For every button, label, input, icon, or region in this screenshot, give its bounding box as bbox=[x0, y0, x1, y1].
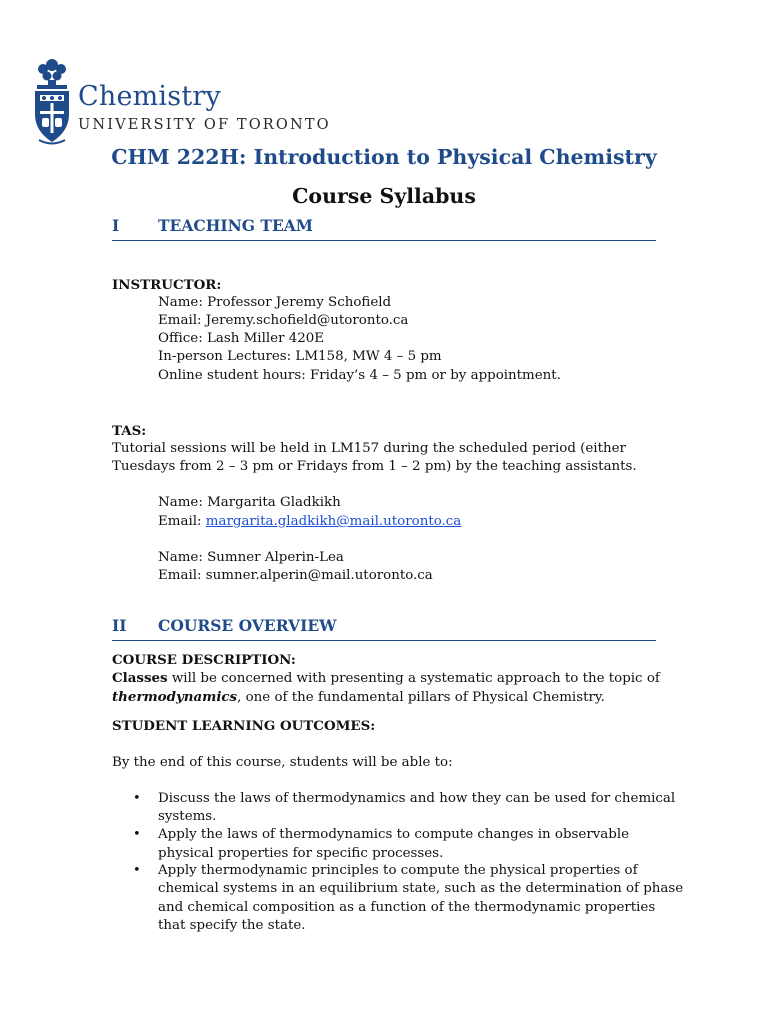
ta-email-prefix: Email: bbox=[158, 514, 206, 529]
section-title: TEACHING TEAM bbox=[158, 216, 313, 235]
tas-heading: TAS: bbox=[112, 423, 147, 439]
section-heading-teaching-team bbox=[112, 216, 656, 241]
instructor-name: Name: Professor Jeremy Schofield bbox=[158, 295, 392, 310]
tas-intro-line: Tuesdays from 2 – 3 pm or Fridays from 1 – 2 pm) by the teaching assistants. bbox=[112, 459, 637, 474]
outcome-line: Apply thermodynamic principles to compute the physical properties of bbox=[158, 863, 638, 878]
instructor-office: Office: Lash Miller 420E bbox=[158, 331, 325, 346]
ta-email-prefix: Email: bbox=[158, 568, 206, 583]
ta-email bbox=[158, 567, 433, 585]
outcome-line: chemical systems in an equilibrium state, such as the determination of phase bbox=[158, 881, 684, 896]
outcome-line: Discuss the laws of thermodynamics and how they can be used for chemical bbox=[158, 791, 676, 806]
outcome-line: and chemical composition as a function of the thermodynamic properties bbox=[158, 900, 656, 915]
outcome-line: that specify the state. bbox=[158, 918, 306, 933]
instructor-email: Email: Jeremy.schofield@utoronto.ca bbox=[158, 313, 409, 328]
course-description-heading: COURSE DESCRIPTION: bbox=[112, 652, 296, 668]
instructor-hours: Online student hours: Friday’s 4 – 5 pm or by appointment. bbox=[158, 368, 561, 383]
document-title: Course Syllabus bbox=[292, 184, 476, 208]
ta-name: Name: Sumner Alperin-Lea bbox=[158, 550, 344, 565]
ta-email-text: sumner.alperin@mail.utoronto.ca bbox=[205, 568, 433, 583]
outcome-line: physical properties for specific processes. bbox=[158, 846, 444, 861]
emphasis-classes: Classes bbox=[112, 670, 168, 686]
university-name: UNIVERSITY OF TORONTO bbox=[78, 116, 331, 133]
outcome-line: systems. bbox=[158, 809, 217, 824]
bullet-icon: • bbox=[133, 791, 141, 806]
section-number: II bbox=[112, 616, 127, 635]
ta-email bbox=[158, 513, 461, 531]
course-title: CHM 222H: Introduction to Physical Chemistry bbox=[111, 145, 657, 169]
section-title: COURSE OVERVIEW bbox=[158, 616, 337, 635]
bullet-icon: • bbox=[133, 827, 141, 842]
learning-outcomes-heading: STUDENT LEARNING OUTCOMES: bbox=[112, 718, 376, 734]
instructor-lectures: In-person Lectures: LM158, MW 4 – 5 pm bbox=[158, 349, 442, 364]
outcome-line: Apply the laws of thermodynamics to compute changes in observable bbox=[158, 827, 630, 842]
bullet-icon: • bbox=[133, 863, 141, 878]
description-text: will be concerned with presenting a systematic approach to the topic of bbox=[167, 671, 660, 686]
course-description-line bbox=[112, 688, 605, 707]
section-number: I bbox=[112, 216, 120, 235]
ta-name: Name: Margarita Gladkikh bbox=[158, 495, 341, 510]
department-name: Chemistry bbox=[78, 81, 221, 112]
university-crest-icon bbox=[31, 56, 73, 148]
tas-intro-line: Tutorial sessions will be held in LM157 during the scheduled period (either bbox=[112, 441, 626, 456]
description-text: , one of the fundamental pillars of Physical Chemistry. bbox=[237, 690, 605, 705]
instructor-heading: INSTRUCTOR: bbox=[112, 277, 222, 293]
course-description-line bbox=[112, 669, 660, 688]
section-heading-course-overview bbox=[112, 616, 656, 641]
learning-outcomes-intro: By the end of this course, students will be able to: bbox=[112, 755, 453, 770]
ta-email-link[interactable]: margarita.gladkikh@mail.utoronto.ca bbox=[205, 514, 462, 529]
emphasis-thermodynamics: thermodynamics bbox=[112, 689, 238, 705]
